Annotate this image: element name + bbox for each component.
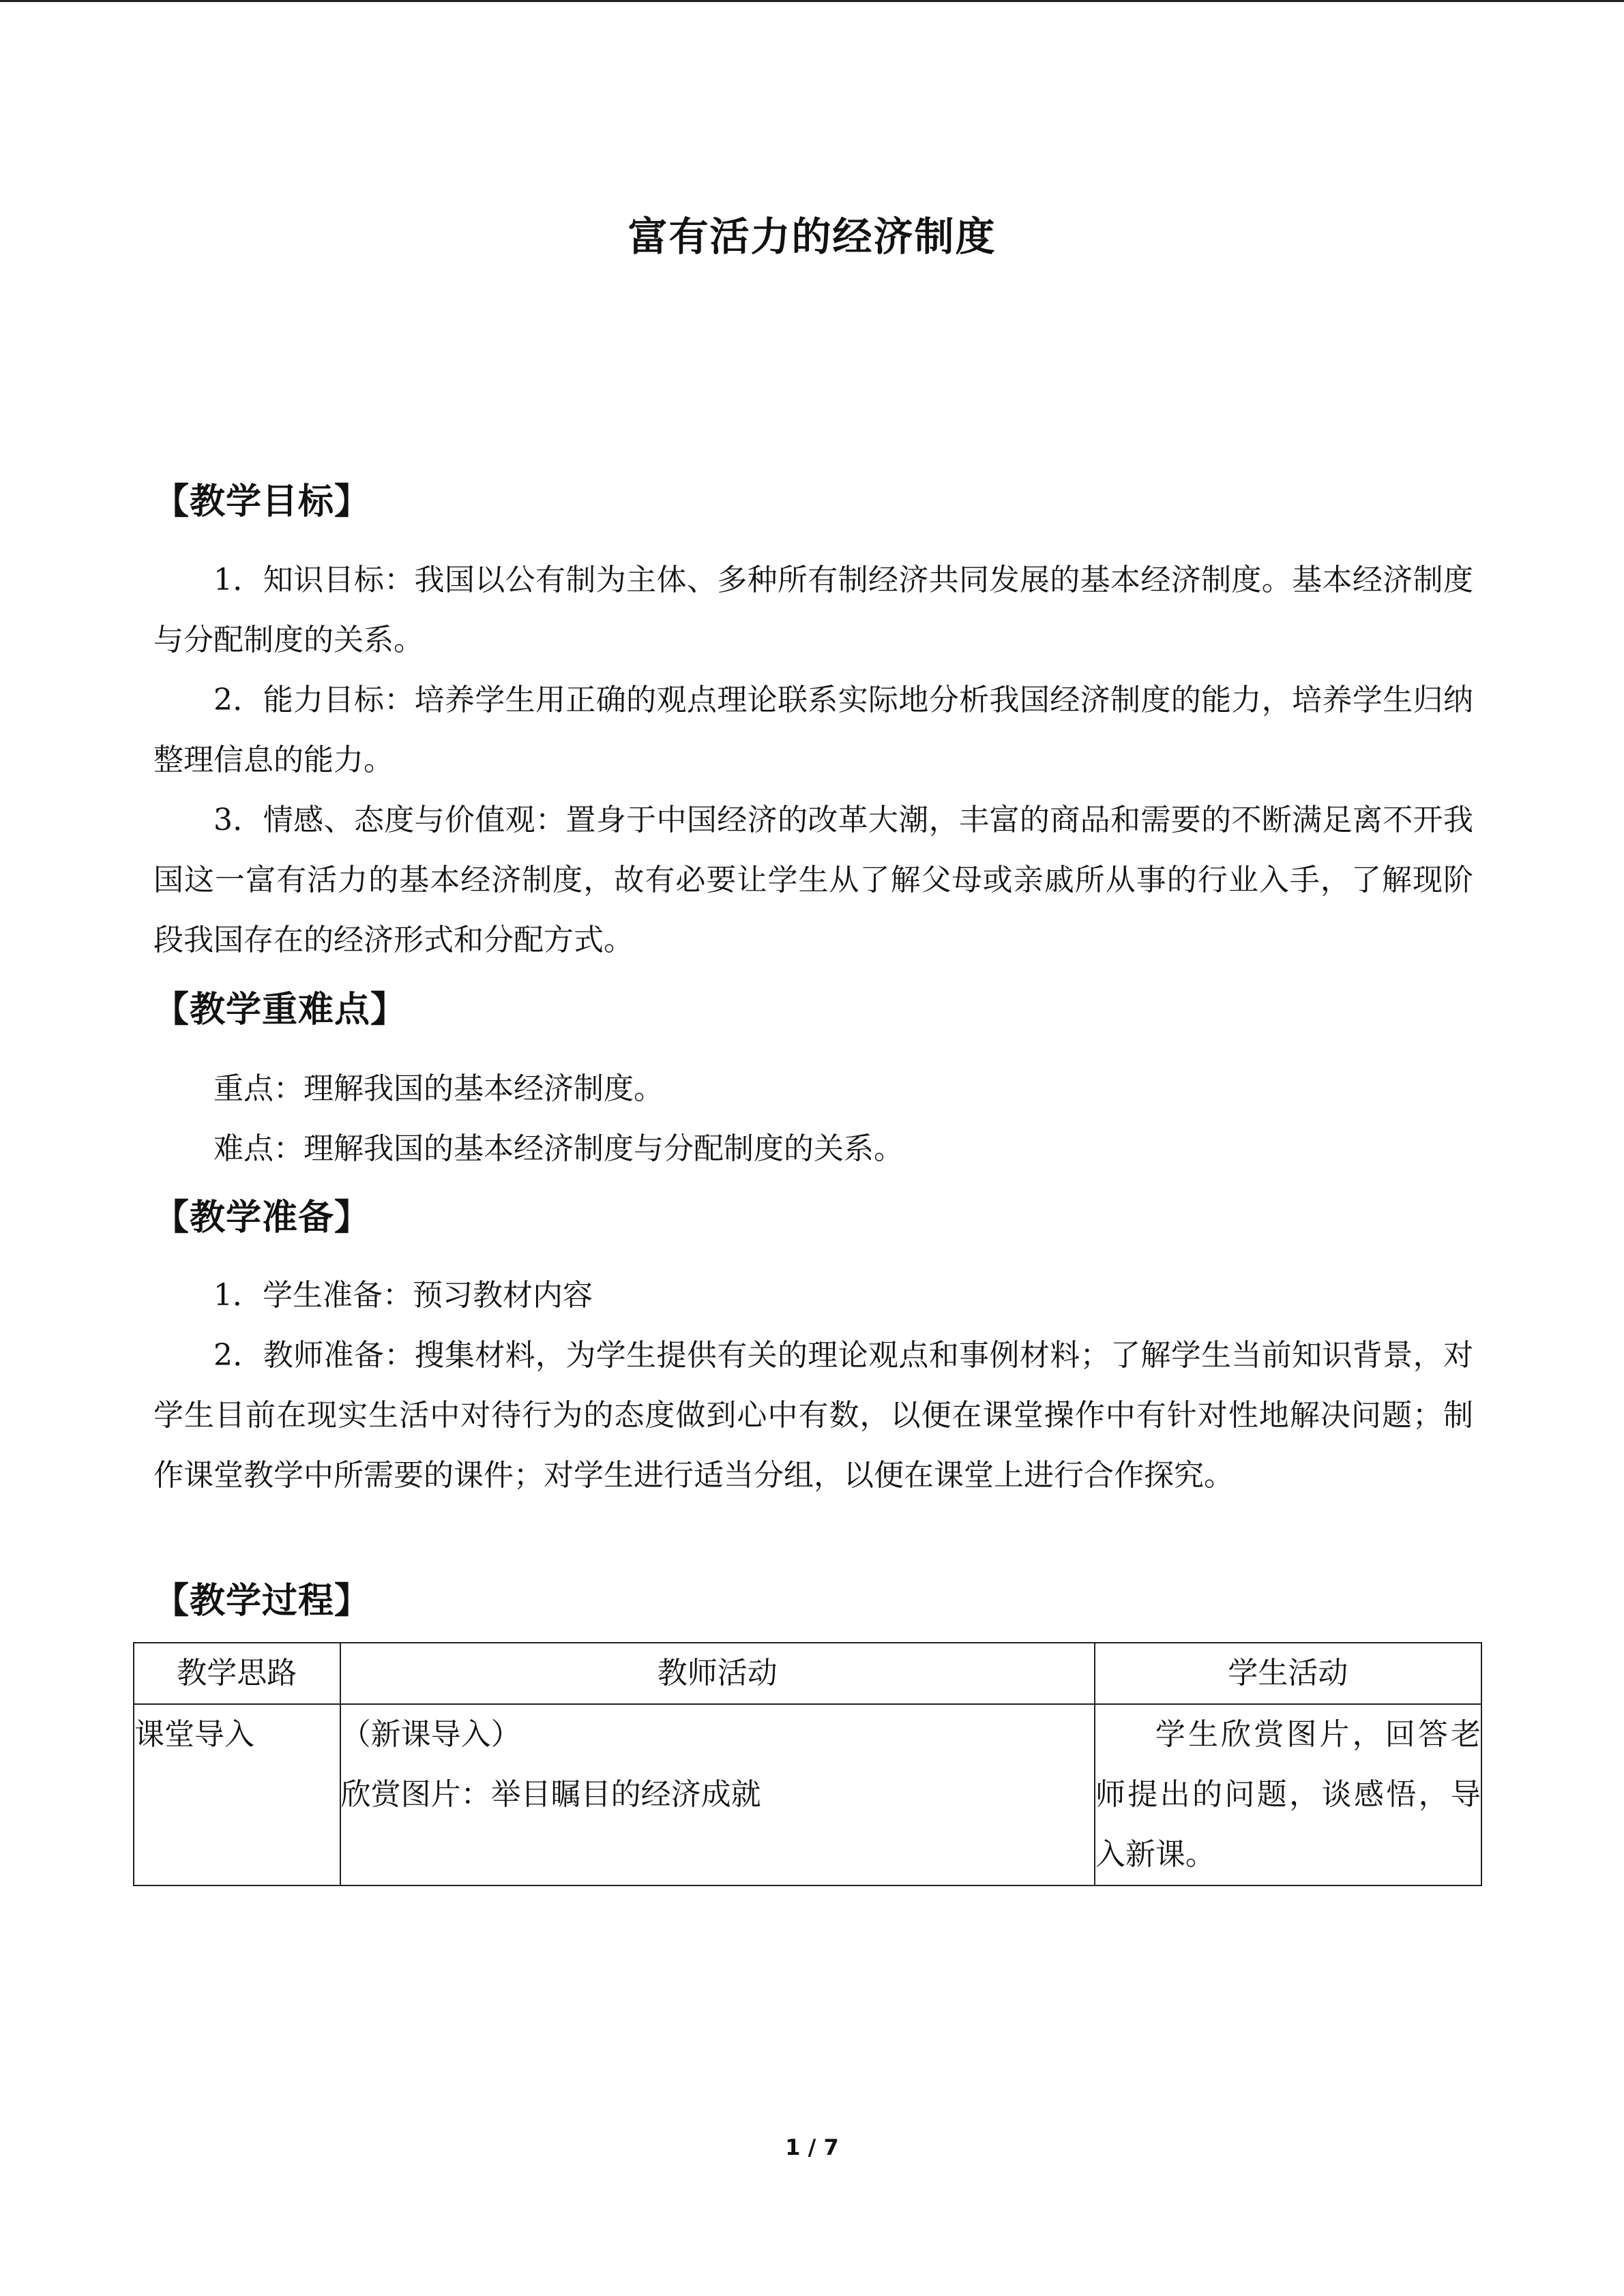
- key-point: 重点：理解我国的基本经济制度。: [213, 1071, 664, 1106]
- column-header-approach: 教学思路: [134, 1643, 340, 1704]
- teacher-activity-cell: [340, 1704, 1095, 1885]
- stage-cell: 课堂导入: [134, 1704, 340, 1885]
- teacher-activity-line: （新课导入）: [340, 1717, 521, 1752]
- heading-objectives: 【教学目标】: [153, 481, 371, 522]
- page-number: 1 / 7: [785, 2134, 839, 2160]
- heading-process: 【教学过程】: [153, 1581, 371, 1622]
- objective-knowledge: 1．知识目标：我国以公有制为主体、多种所有制经济共同发展的基本经济制度。基本经济制度与分配制度的关系。: [153, 563, 1473, 657]
- objective-values: 3．情感、态度与价值观：置身于中国经济的改革大潮，丰富的商品和需要的不断满足离不开我国这一富有活力的基本经济制度，故有必要让学生从了解父母或亲戚所从事的行业入手，了解现阶段我国存在的经济形式和分配方式。: [153, 803, 1473, 957]
- teaching-process-table: [133, 1642, 1482, 1886]
- table-header-row: [134, 1643, 1481, 1704]
- document-title: 富有活力的经济制度: [628, 213, 996, 260]
- column-header-teacher-activity: 教师活动: [340, 1643, 1095, 1704]
- objective-ability: 2．能力目标：培养学生用正确的观点理论联系实际地分析我国经济制度的能力，培养学生归纳整理信息的能力。: [153, 683, 1473, 777]
- teacher-activity-line: 欣赏图片：举目瞩目的经济成就: [340, 1777, 761, 1812]
- column-header-student-activity: 学生活动: [1095, 1643, 1481, 1704]
- preparation-teacher: 2．教师准备：搜集材料，为学生提供有关的理论观点和事例材料；了解学生当前知识背景，对学生目前在现实生活中对待行为的态度做到心中有数，以便在课堂操作中有针对性地解决问题；制作课堂教学中所需要的课件；对学生进行适当分组，以便在课堂上进行合作探究。: [153, 1338, 1473, 1493]
- table-row: [134, 1704, 1481, 1885]
- top-border-line: [0, 0, 1624, 2]
- heading-preparation: 【教学准备】: [153, 1197, 371, 1238]
- student-activity-cell: 学生欣赏图片，回答老师提出的问题，谈感悟，导入新课。: [1095, 1704, 1481, 1885]
- heading-key-points: 【教学重难点】: [153, 989, 407, 1030]
- preparation-student: 1．学生准备：预习教材内容: [213, 1278, 593, 1313]
- difficult-point: 难点：理解我国的基本经济制度与分配制度的关系。: [213, 1131, 904, 1166]
